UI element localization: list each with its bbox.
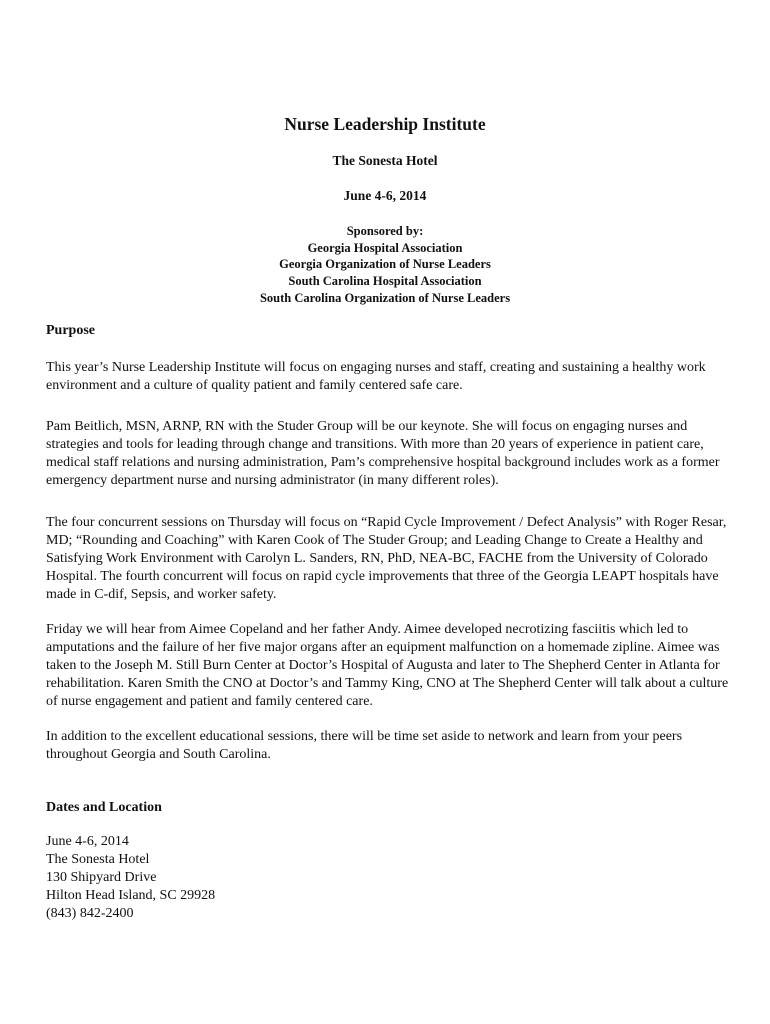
address-line: The Sonesta Hotel (46, 852, 150, 867)
paragraph: The four concurrent sessions on Thursday will focus on “Rapid Cycle Improvement / Defect Analysis” with Roger Resar, MD; “Rounding and Coaching” with Karen Cook of The Studer Group; and Leading Change to Create a Healthy and Satisfying Work Environment with Carolyn L. Sanders, RN, PhD, NEA-BC, FACHE from the University of Colorado Hospital. The fourth concurrent will focus on rapid cycle improvements that three of the Georgia LEAPT hospitals have made in C-dif, Sepsis, and worker safety. (46, 515, 727, 602)
sponsor-name: South Carolina Hospital Association (288, 274, 482, 289)
purpose-heading: Purpose (46, 323, 95, 338)
paragraph: Friday we will hear from Aimee Copeland and her father Andy. Aimee developed necrotizing fasciitis which led to amputations and the failure of her five major organs after an equipment malfunction on a homemade zipline. Aimee was taken to the Joseph M. Still Burn Center at Doctor’s Hospital of Augusta and later to The Shepherd Center in Atlanta for rehabilitation. Karen Smith the CNO at Doctor’s and Tammy King, CNO at The Shepherd Center will talk about a culture of nurse engagement and patient and family centered care. (46, 622, 729, 709)
address-line: June 4-6, 2014 (46, 834, 129, 849)
sponsor-name: Georgia Hospital Association (307, 240, 463, 255)
phone-number: (843) 842-2400 (46, 906, 134, 921)
dates-subtitle: June 4-6, 2014 (343, 188, 427, 203)
sponsor-name: Georgia Organization of Nurse Leaders (279, 257, 491, 272)
paragraph: In addition to the excellent educational sessions, there will be time set aside to network and learn from your peers throughout Georgia and South Carolina. (46, 729, 683, 762)
paragraph: This year’s Nurse Leadership Institute will focus on engaging nurses and staff, creating and sustaining a healthy work environment and a culture of quality patient and family centered safe care. (46, 360, 706, 393)
venue-subtitle: The Sonesta Hotel (332, 153, 438, 168)
sponsors-block (0, 223, 770, 307)
address-line: 130 Shipyard Drive (46, 870, 157, 885)
address-block (46, 833, 215, 923)
sponsored-by-label: Sponsored by: (346, 224, 424, 238)
sponsor-name: South Carolina Organization of Nurse Leaders (259, 290, 511, 305)
dates-location-heading: Dates and Location (46, 800, 162, 815)
address-line: Hilton Head Island, SC 29928 (46, 888, 216, 903)
page-title: Nurse Leadership Institute (284, 114, 486, 134)
paragraph: Pam Beitlich, MSN, ARNP, RN with the Studer Group will be our keynote. She will focus on engaging nurses and strategies and tools for leading through change and transitions. With more than 20 years of experience in patient care, medical staff relations and nursing administration, Pam’s comprehensive hospital background includes work as a former emergency department nurse and nursing administrator (in many different roles). (46, 419, 720, 488)
